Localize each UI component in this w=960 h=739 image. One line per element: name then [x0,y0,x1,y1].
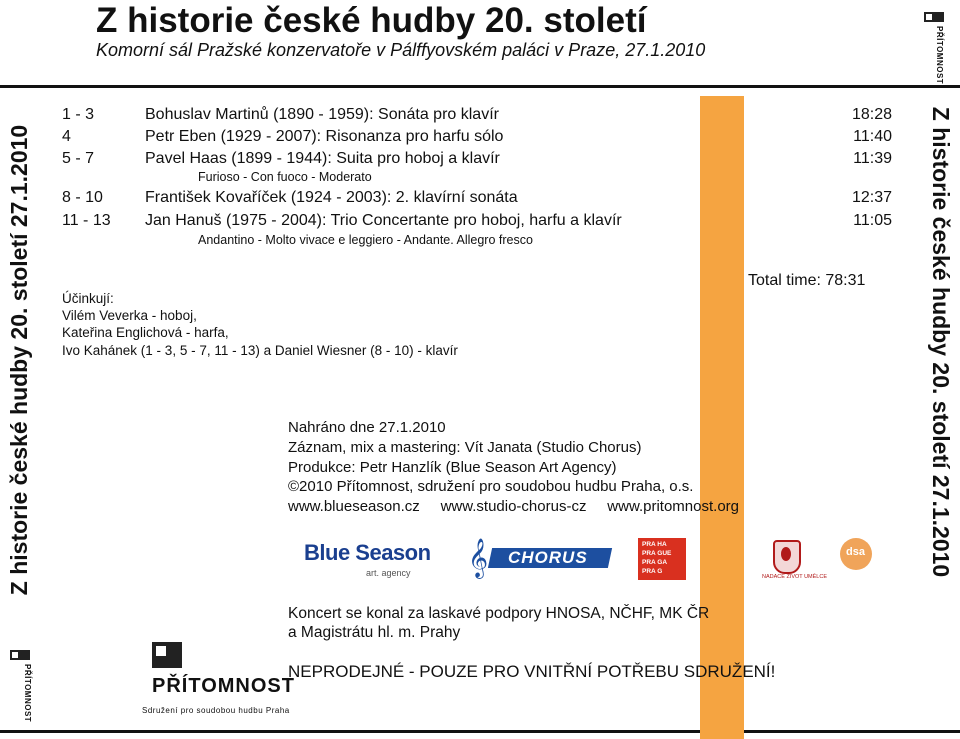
nadace-zivot-umelce-logo [762,540,827,584]
dsa-label: dsa [846,546,865,558]
credit-line: Produkce: Petr Hanzlík (Blue Season Art Agency) [288,459,617,476]
pritomnost-tagline: Sdružení pro soudobou hudbu Praha [142,706,290,715]
track-movements: Andantino - Molto vivace e leggiero - Andante. Allegro fresco [198,233,533,247]
dsa-logo [836,534,876,574]
praha-text: PRA [642,559,656,566]
blue-season-sub-label: art. agency [366,568,411,578]
track-row [62,104,892,126]
track-number: 11 - 13 [62,212,111,229]
praha-text: PRA [642,550,656,557]
blue-season-logo [300,538,431,584]
praha-text: GA [657,559,668,566]
performer-line: Vilém Veverka - hoboj, [62,308,197,323]
track-number: 1 - 3 [62,106,95,123]
credit-line: ©2010 Přítomnost, sdružení pro soudobou hudbu Praha, o.s. [288,478,694,495]
pritomnost-small-label: PŘÍTOMNOST [23,664,32,723]
support-line: Koncert se konal za laskavé podpory HNOSA, NČHF, MK ČR [288,605,710,622]
page-title: Z historie české hudby 20. století [96,1,647,40]
track-number: 8 - 10 [62,189,103,206]
chorus-logo [468,538,616,578]
praha-logo [638,538,686,580]
credit-line: Záznam, mix a mastering: Vít Janata (Studio Chorus) [288,439,642,456]
track-movements: Furioso - Con fuoco - Moderato [198,170,372,184]
track-description: Petr Eben (1929 - 2007): Risonanza pro harfu sólo [145,128,504,145]
nadace-label: NADACE ŽIVOT UMĚLCE [762,574,827,580]
track-row [62,187,892,209]
not-for-sale-notice: NEPRODEJNÉ - POUZE PRO VNITŘNÍ POTŘEBU SDRUŽENÍ! [288,662,776,681]
track-description: Pavel Haas (1899 - 1944): Suita pro hoboj a klavír [145,150,500,167]
track-number: 5 - 7 [62,150,95,167]
praha-text: GUE [657,550,672,557]
pritomnost-small-label: PŘÍTOMNOST [935,26,944,85]
pritomnost-logo-small-top [922,12,946,85]
track-duration: 18:28 [851,106,892,123]
track-row [62,210,892,232]
track-duration: 12:37 [851,189,892,206]
praha-text: PRA [642,541,656,548]
spine-left-text: Z historie české hudby 20. století 27.1.2010 [6,124,32,596]
praha-text: PRA [642,568,656,575]
track-number: 4 [62,128,71,145]
pritomnost-logo-small-bottom [10,650,34,726]
track-duration: 11:40 [853,128,892,145]
track-description: Jan Hanuš (1975 - 2004): Trio Concertante pro hoboj, harfu a klavír [145,212,622,229]
pritomnost-big-label: PŘÍTOMNOST [152,675,295,697]
performer-line: Ivo Kahánek (1 - 3, 5 - 7, 11 - 13) a Daniel Wiesner (8 - 10) - klavír [62,343,458,358]
track-row [62,148,892,170]
treble-clef-icon: 𝄞 [468,539,489,577]
total-time: Total time: 78:31 [748,272,866,289]
praha-text: G [657,568,663,575]
track-duration: 11:39 [853,150,892,167]
praha-text: HA [657,541,667,548]
blue-season-label: Blue Season [304,540,431,565]
chorus-label: CHORUS [508,548,588,567]
bottom-rule [0,730,960,733]
track-duration: 11:05 [853,212,892,229]
track-description: Bohuslav Martinů (1890 - 1959): Sonáta pro klavír [145,106,499,123]
track-description: František Kovaříček (1924 - 2003): 2. klavírní sonáta [145,189,518,206]
performers-heading: Účinkují: [62,291,114,306]
credit-websites: www.blueseason.cz www.studio-chorus-cz www.pritomnost.org [288,498,739,515]
pritomnost-logo-main [140,642,295,722]
page-subtitle: Komorní sál Pražské konzervatoře v Pálffyovském paláci v Praze, 27.1.2010 [96,40,706,60]
credit-line: Nahráno dne 27.1.2010 [288,419,446,436]
support-line: a Magistrátu hl. m. Prahy [288,624,461,641]
performer-line: Kateřina Englichová - harfa, [62,325,229,340]
track-row [62,126,892,148]
spine-right-text: Z historie české hudby 20. století 27.1.2010 [928,106,954,578]
top-rule [0,85,960,88]
